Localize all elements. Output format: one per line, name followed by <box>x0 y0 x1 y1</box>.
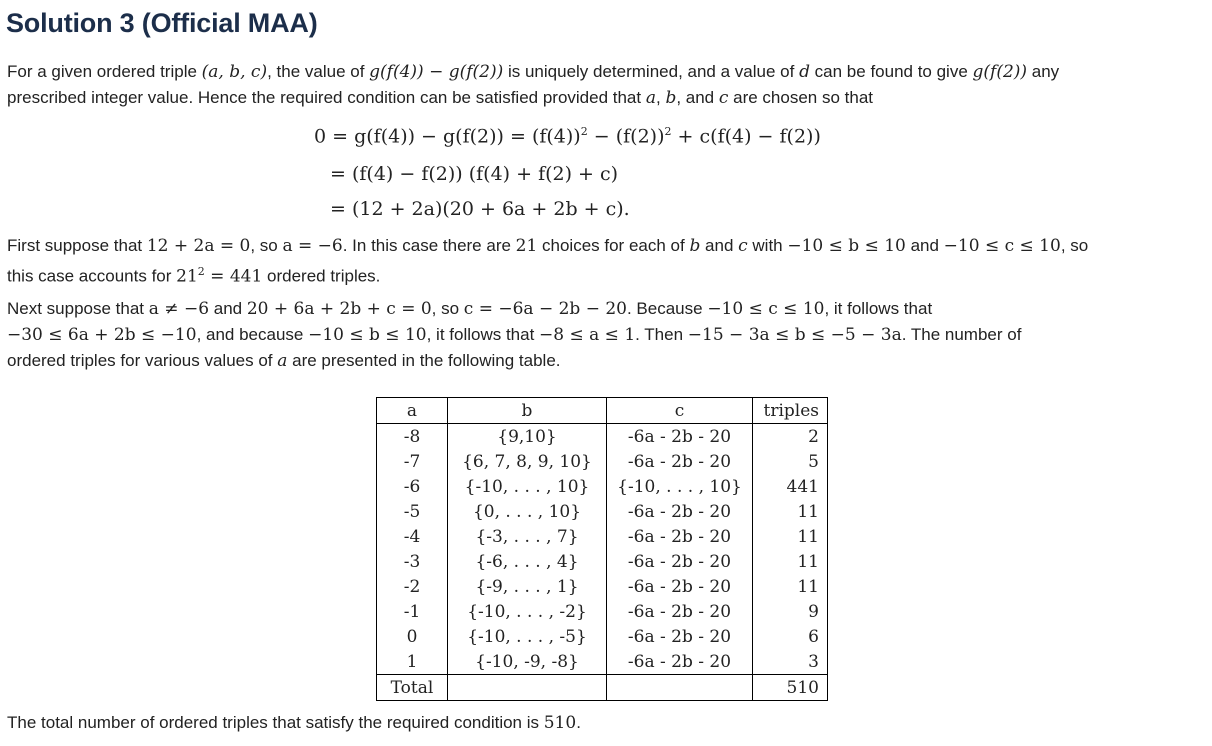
total-label: Total <box>377 675 448 701</box>
table-row <box>377 599 828 624</box>
conclusion-paragraph: The total number of ordered triples that satisfy the required condition is 510. <box>7 713 581 733</box>
case-one-paragraph: First suppose that 12 + 2a = 0, so a = −6. In this case there are 21 choices for each of b and c with −10 ≤ b ≤ 10 and −10 ≤ c ≤ 10, so this case accounts for $21^2 = 441$ ordered triples. <box>7 236 1089 287</box>
cell-triples: 441 <box>753 474 828 499</box>
cell-b: {-6, . . . , 4} <box>448 549 607 574</box>
cell-triples: 3 <box>753 649 828 675</box>
cell-triples: 11 <box>753 574 828 599</box>
cell-triples: 5 <box>753 449 828 474</box>
table-row <box>377 649 828 675</box>
equation-line-3: = (12 + 2a)(20 + 6a + 2b + c). <box>330 198 630 220</box>
cell-a: -8 <box>377 424 448 450</box>
solution-heading: Solution 3 (Official MAA) <box>6 8 318 38</box>
case-two-paragraph: Next suppose that a ≠ −6 and 20 + 6a + 2b + c = 0, so c = −6a − 2b − 20. Because −10 ≤ c ≤ 10, it follows that −30 ≤ 6a + 2b ≤ −10, and because −10 ≤ b ≤ 10, it follows that −8 ≤ a ≤ 1. Then −15 − 3a ≤ b ≤ −5 − 3a. The number of ordered triples for various values of a are presented in the following table. <box>7 299 1022 371</box>
cell-a: -1 <box>377 599 448 624</box>
table-row <box>377 549 828 574</box>
equation-line-1: $0 = g(f(4)) - g(f(2)) = (f(4))^2 - (f(2))^2 + c(f(4) - f(2))$ <box>314 125 821 148</box>
cell-b: {-10, . . . , -2} <box>448 599 607 624</box>
table-header-row <box>377 398 828 424</box>
table-body <box>377 424 828 675</box>
cell-c: -6a - 2b - 20 <box>607 424 753 450</box>
cell-triples: 6 <box>753 624 828 649</box>
cell-b: {-3, . . . , 7} <box>448 524 607 549</box>
cell-b: {6, 7, 8, 9, 10} <box>448 449 607 474</box>
cell-c: -6a - 2b - 20 <box>607 624 753 649</box>
table-total-row <box>377 675 828 701</box>
cell-c: -6a - 2b - 20 <box>607 549 753 574</box>
cell-b: {-10, . . . , 10} <box>448 474 607 499</box>
cell-a: -5 <box>377 499 448 524</box>
table-row <box>377 499 828 524</box>
cell-c: -6a - 2b - 20 <box>607 449 753 474</box>
cell-b: {-10, -9, -8} <box>448 649 607 675</box>
cell-a: -2 <box>377 574 448 599</box>
total-value: 510 <box>753 675 828 701</box>
header-c: c <box>607 398 753 424</box>
cell-a: 0 <box>377 624 448 649</box>
cell-a: -6 <box>377 474 448 499</box>
equation-line-2: = (f(4) − f(2)) (f(4) + f(2) + c) <box>330 163 619 185</box>
cell-a: 1 <box>377 649 448 675</box>
cell-c: -6a - 2b - 20 <box>607 599 753 624</box>
cell-triples: 11 <box>753 549 828 574</box>
cell-b: {-10, . . . , -5} <box>448 624 607 649</box>
total-empty-c <box>607 675 753 701</box>
table-row <box>377 624 828 649</box>
triples-table <box>376 397 828 701</box>
total-empty-b <box>448 675 607 701</box>
cell-b: {0, . . . , 10} <box>448 499 607 524</box>
cell-triples: 9 <box>753 599 828 624</box>
header-b: b <box>448 398 607 424</box>
table-row <box>377 449 828 474</box>
cell-c: -6a - 2b - 20 <box>607 524 753 549</box>
cell-c: -6a - 2b - 20 <box>607 574 753 599</box>
table-row <box>377 474 828 499</box>
cell-c: {-10, . . . , 10} <box>607 474 753 499</box>
cell-triples: 11 <box>753 499 828 524</box>
cell-b: {-9, . . . , 1} <box>448 574 607 599</box>
table-row <box>377 524 828 549</box>
cell-a: -4 <box>377 524 448 549</box>
header-a: a <box>377 398 448 424</box>
table-row <box>377 574 828 599</box>
intro-paragraph: For a given ordered triple (a, b, c), the value of g(f(4)) − g(f(2)) is uniquely determined, and a value of d can be found to give g(f(2)) any prescribed integer value. Hence the required condition can be satisfied provided that a, b, and c are chosen so that <box>7 62 1060 108</box>
cell-c: -6a - 2b - 20 <box>607 649 753 675</box>
cell-b: {9,10} <box>448 424 607 450</box>
cell-a: -3 <box>377 549 448 574</box>
cell-c: -6a - 2b - 20 <box>607 499 753 524</box>
cell-triples: 11 <box>753 524 828 549</box>
table-row <box>377 424 828 450</box>
cell-a: -7 <box>377 449 448 474</box>
cell-triples: 2 <box>753 424 828 450</box>
header-triples: triples <box>753 398 828 424</box>
